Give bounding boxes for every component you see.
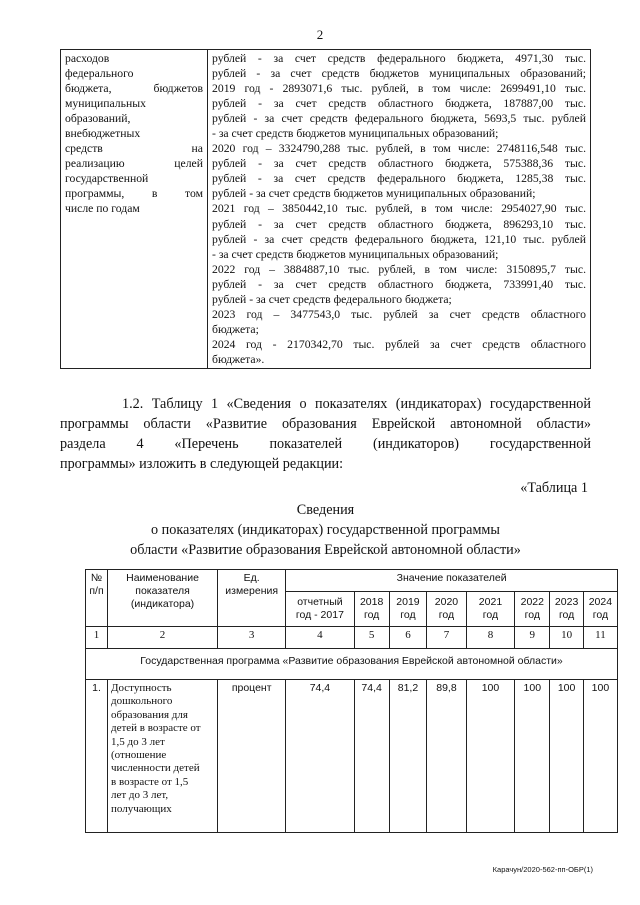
- finance-text-line: 2021 год – 3850442,10 тыс. рублей, в том числе: 2954027,90 тыс.: [212, 202, 586, 216]
- col-number: 8: [466, 627, 514, 649]
- header-year: 2024 год: [583, 592, 617, 627]
- header-name: Наименование показателя (индикатора): [108, 570, 218, 627]
- finance-text-line: - за счет средств бюджетов муниципальных образований;: [212, 247, 499, 261]
- finance-text-line: 2020 год – 3324790,288 тыс. рублей, в том числе: 2748116,548 тыс.: [212, 142, 586, 156]
- row-num: 1.: [86, 680, 108, 833]
- col-number: 3: [218, 627, 286, 649]
- finance-text-line: рублей - за счет средств федерального бюджета, 5693,5 тыс. рублей: [212, 112, 586, 126]
- col-number: 7: [427, 627, 467, 649]
- finance-text-line: рублей - за счет средств областного бюджета, 575388,36 тыс.: [212, 157, 586, 171]
- finance-text-cell: [208, 50, 591, 369]
- finance-label-line: программы, в том: [65, 187, 203, 201]
- paragraph-line: программы области «Развитие образования Еврейской автономной области»: [60, 416, 591, 432]
- paragraph-line: программы» изложить в следующей редакции:: [60, 456, 344, 472]
- finance-text-line: 2023 год – 3477543,0 тыс. рублей за счет средств областного: [212, 307, 586, 321]
- document-footer-code: Карачун/2020-562-пп-ОБР(1): [492, 865, 593, 874]
- header-unit: Ед. измерения: [218, 570, 286, 627]
- finance-text-line: рублей - за счет средств федерального бюджета;: [212, 292, 452, 306]
- col-number: 1: [86, 627, 108, 649]
- finance-label-line: бюджета, бюджетов: [65, 82, 203, 96]
- header-year: 2022 год: [515, 592, 550, 627]
- col-number: 4: [286, 627, 354, 649]
- finance-label-cell: [61, 50, 208, 369]
- row-name-line: детей в возрасте от: [111, 722, 201, 735]
- finance-label-line: федерального: [65, 67, 134, 81]
- program-row: Государственная программа «Развитие образования Еврейской автономной области»: [86, 649, 618, 680]
- finance-text-line: рублей - за счет средств федерального бюджета, 4971,30 тыс.: [212, 52, 586, 65]
- row-value: 89,8: [427, 680, 467, 833]
- col-number: 10: [550, 627, 583, 649]
- row-name-line: численности детей: [111, 762, 200, 775]
- finance-label-line: государственной: [65, 172, 149, 186]
- row-name-line: в возрасте от 1,5: [111, 775, 189, 788]
- header-values: Значение показателей: [286, 570, 618, 592]
- title-line: области «Развитие образования Еврейской автономной области»: [130, 542, 521, 558]
- paragraph-line: 1.2. Таблицу 1 «Сведения о показателях (индикаторах) государственной: [122, 396, 591, 412]
- finance-text-line: рублей - за счет средств бюджетов муниципальных образований;: [212, 67, 586, 81]
- finance-text-line: рублей - за счет средств бюджетов муниципальных образований;: [212, 187, 536, 201]
- row-value: 100: [466, 680, 514, 833]
- row-value: 100: [550, 680, 583, 833]
- finance-text-line: рублей - за счет средств федерального бюджета, 1285,38 тыс.: [212, 172, 586, 186]
- finance-text-line: 2022 год – 3884887,10 тыс. рублей, в том числе: 3150895,7 тыс.: [212, 262, 586, 276]
- finance-text-line: рублей - за счет средств федерального бюджета, 121,10 тыс. рублей: [212, 232, 586, 246]
- table-reference: «Таблица 1: [520, 480, 588, 496]
- header-year: 2021 год: [466, 592, 514, 627]
- header-year: 2018 год: [354, 592, 389, 627]
- finance-text-line: бюджета;: [212, 322, 259, 336]
- row-value: 81,2: [389, 680, 426, 833]
- row-name-line: дошкольного: [111, 695, 173, 708]
- header-year: отчетный год - 2017: [286, 592, 354, 627]
- row-value: 100: [515, 680, 550, 833]
- finance-text-line: - за счет средств бюджетов муниципальных образований;: [212, 127, 499, 141]
- finance-label-line: реализацию целей: [65, 157, 203, 171]
- row-name-line: 1,5 до 3 лет: [111, 735, 165, 748]
- finance-table: [60, 49, 591, 369]
- col-number: 2: [108, 627, 218, 649]
- row-name-line: получающих: [111, 802, 172, 815]
- header-year: 2019 год: [389, 592, 426, 627]
- finance-label-line: числе по годам: [65, 202, 140, 216]
- finance-label-line: расходов: [65, 52, 110, 65]
- col-number: 9: [515, 627, 550, 649]
- finance-text-line: рублей - за счет средств областного бюджета, 187887,00 тыс.: [212, 97, 586, 111]
- row-value: 74,4: [354, 680, 389, 833]
- page-number: 2: [316, 27, 324, 42]
- finance-text-line: 2019 год - 2893071,6 тыс. рублей, в том числе: 2699491,10 тыс.: [212, 82, 586, 96]
- row-unit: процент: [218, 680, 286, 833]
- title-line: о показателях (индикаторах) государственной программы: [151, 522, 500, 538]
- col-number: 11: [583, 627, 617, 649]
- header-year: 2020 год: [427, 592, 467, 627]
- header-year: 2023 год: [550, 592, 583, 627]
- amendment-paragraph: [60, 394, 591, 474]
- finance-text-line: 2024 год - 2170342,70 тыс. рублей за счет средств областного: [212, 337, 586, 351]
- row-name-line: Доступность: [111, 682, 172, 694]
- row-name-line: (отношение: [111, 749, 167, 762]
- row-value: 100: [583, 680, 617, 833]
- col-number: 6: [389, 627, 426, 649]
- header-num: № п/п: [86, 570, 108, 627]
- finance-text-line: рублей - за счет средств областного бюджета, 733991,40 тыс.: [212, 277, 586, 291]
- finance-text-line: рублей - за счет средств областного бюджета, 896293,10 тыс.: [212, 217, 586, 231]
- finance-label-line: муниципальных: [65, 97, 146, 111]
- title-line: Сведения: [296, 502, 355, 518]
- row-name: [108, 680, 218, 833]
- finance-text-line: бюджета».: [212, 352, 265, 366]
- finance-label-line: образований,: [65, 112, 131, 126]
- row-value: 74,4: [286, 680, 354, 833]
- paragraph-line: раздела 4 «Перечень показателей (индикаторов) государственной: [60, 436, 591, 452]
- col-number: 5: [354, 627, 389, 649]
- indicator-table: [85, 569, 618, 833]
- row-name-line: лет до 3 лет,: [111, 789, 169, 802]
- table-title: [60, 500, 591, 560]
- row-name-line: образования для: [111, 708, 188, 721]
- finance-label-line: средств на: [65, 142, 203, 156]
- finance-label-line: внебюджетных: [65, 127, 141, 141]
